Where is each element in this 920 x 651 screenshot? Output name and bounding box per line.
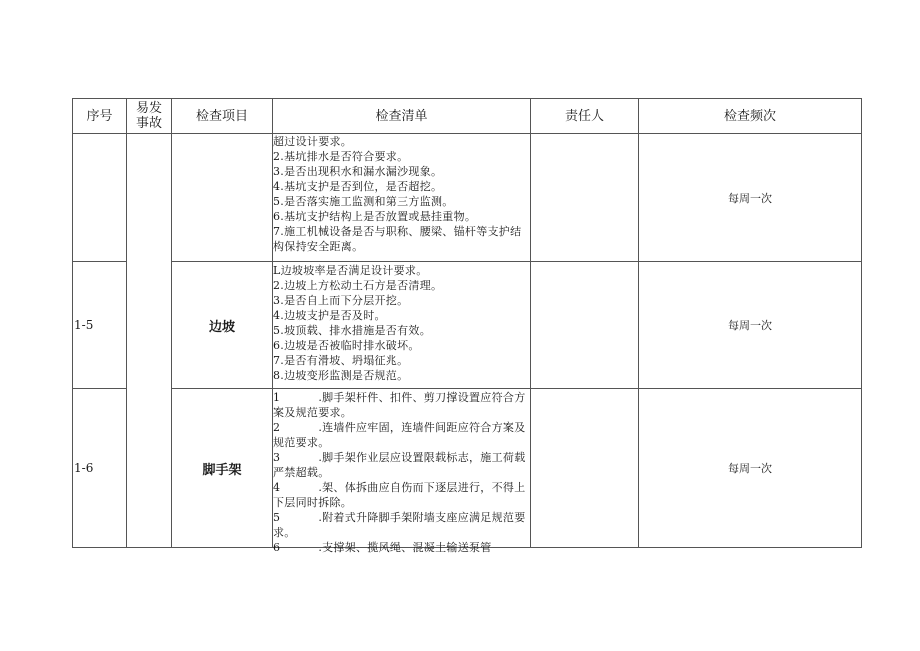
check-item-text: .脚手架作业层应设置限载标志，施工荷载严禁超载。: [273, 451, 526, 479]
check-item-number: 4: [273, 481, 281, 494]
check-item: 6.基坑支护结构上是否放置或悬挂重物。: [273, 210, 477, 223]
check-item-text: .附着式升降脚手架附墙支座应满足规范要求。: [273, 511, 526, 539]
header-checklist: 检查清单: [375, 108, 428, 124]
row-divider: [72, 388, 126, 389]
checklist-cell: [273, 134, 529, 261]
col-border: [72, 98, 73, 548]
col-border: [861, 98, 862, 548]
frequency-cell: 每周一次: [728, 319, 772, 332]
frequency-cell: 每周一次: [728, 191, 772, 205]
check-item: 7.是否有滑坡、坍塌征兆。: [273, 354, 409, 367]
check-item-number: 6: [273, 541, 281, 554]
header-frequency: 检查频次: [723, 108, 776, 124]
check-item: L边坡坡率是否满足设计要求。: [273, 264, 428, 277]
row-id: 1-6: [74, 461, 94, 475]
check-item: [273, 480, 529, 510]
row-divider: [72, 261, 126, 262]
check-item: 3.是否出现积水和漏水漏沙现象。: [273, 165, 443, 178]
header-responsible: 责任人: [564, 108, 604, 124]
checklist-cell: [273, 390, 529, 554]
check-item: [273, 540, 529, 555]
col-border: [530, 98, 531, 548]
check-item-number: 3: [273, 451, 281, 464]
check-item-text: .连墙件应牢固，连墙件间距应符合方案及规范要求。: [273, 421, 526, 449]
check-item: 7.施工机械设备是否与职称、腰梁、锚杆等支护结构保持安全距离。: [273, 225, 522, 253]
check-item: 超过设计要求。: [273, 135, 353, 148]
check-item-text: .架、体拆曲应自伤而下逐层进行，不得上下层同时拆除。: [273, 481, 526, 509]
check-item: 8.边坡变形监测是否规范。: [273, 369, 409, 382]
inspection-item-cell: 边坡: [208, 319, 235, 335]
frequency-cell: 每周一次: [728, 462, 772, 475]
check-item-number: 5: [273, 511, 281, 524]
col-border: [126, 98, 127, 548]
check-item: 5.是否落实施工监测和第三方监测。: [273, 195, 454, 208]
check-item: [273, 420, 529, 450]
check-item: 2.边坡上方松动土石方是否清理。: [273, 279, 443, 292]
check-item: [273, 510, 529, 540]
check-item-number: 1: [273, 391, 281, 404]
check-item: [273, 390, 529, 420]
check-item: 3.是否自上而下分层开挖。: [273, 294, 409, 307]
check-item: 2.基坑排水是否符合要求。: [273, 150, 409, 163]
check-item: 4.基坑支护是否到位，是否超挖。: [273, 180, 443, 193]
check-item: 5.坡顶载、排水措施是否有效。: [273, 324, 431, 337]
header-accident-type: 易发事故: [135, 101, 162, 131]
header-inspection-item: 检查项目: [195, 108, 248, 124]
check-item: [273, 450, 529, 480]
checklist-cell: [273, 263, 529, 388]
row-id: 1-5: [74, 318, 94, 332]
check-item: 6.边坡是否被临时排水破坏。: [273, 339, 420, 352]
check-item: 4.边坡支护是否及时。: [273, 309, 386, 322]
check-item-text: .脚手架杆件、扣件、剪刀撑设置应符合方案及规范要求。: [273, 391, 526, 419]
inspection-item-cell: 脚手架: [202, 462, 242, 478]
header-seq: 序号: [86, 108, 113, 124]
check-item-number: 2: [273, 421, 281, 434]
check-item-text: .支撑架、揽风绳、混凝土输送泵管: [318, 541, 492, 554]
